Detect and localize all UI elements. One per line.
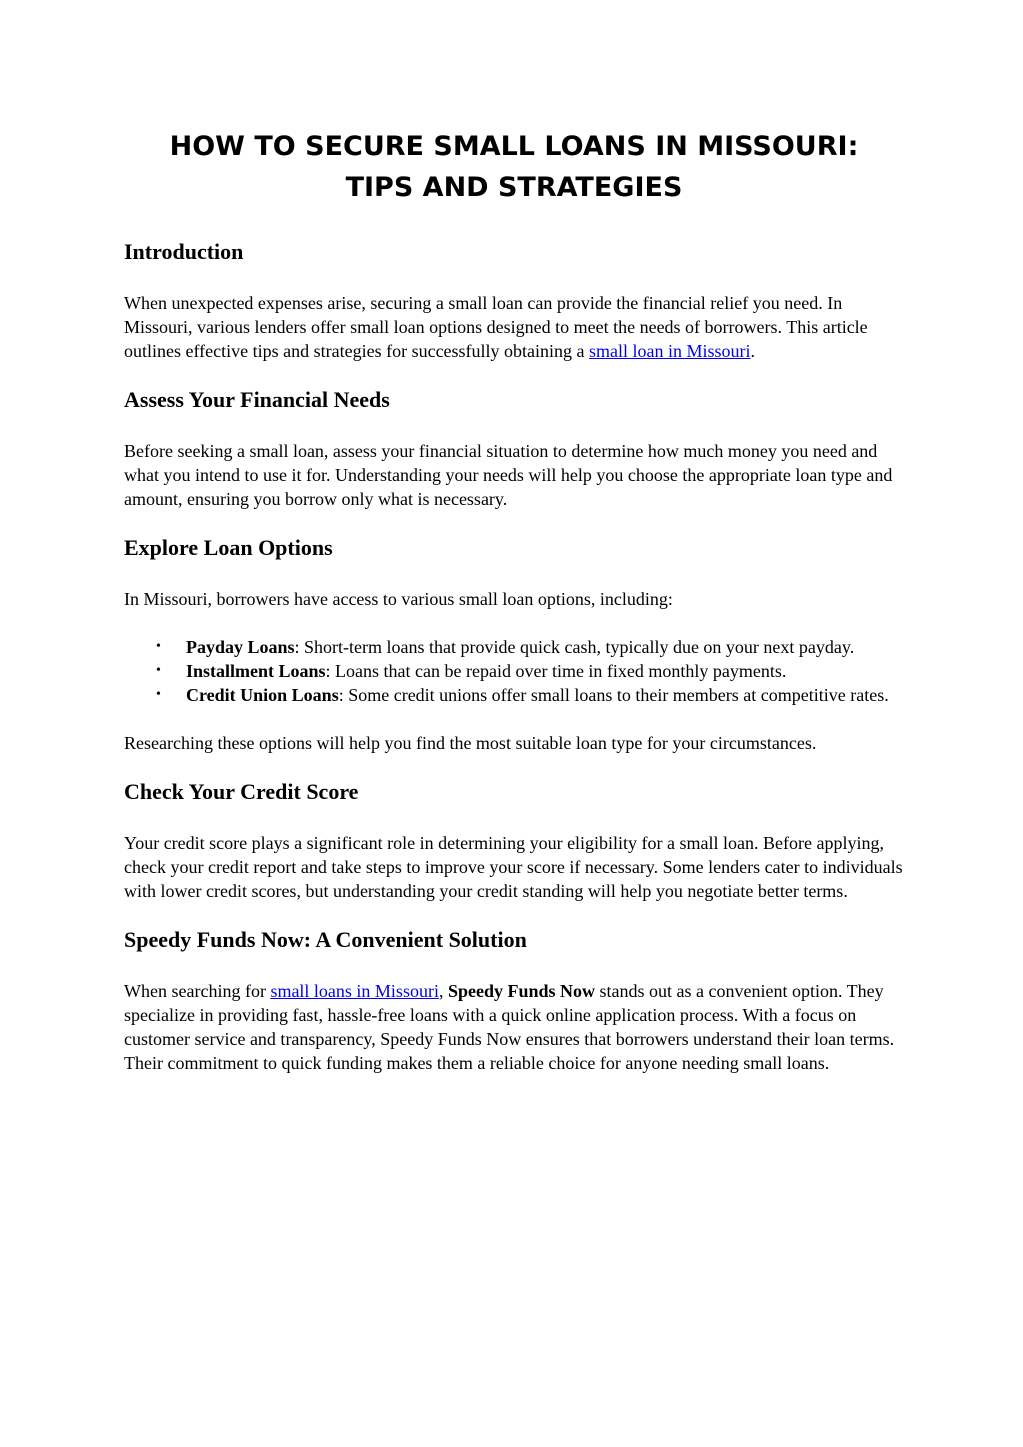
section-heading-speedy-funds: Speedy Funds Now: A Convenient Solution xyxy=(124,927,527,952)
list-item-credit-union-loans xyxy=(156,683,904,707)
bullet-icon: • xyxy=(156,639,161,654)
list-item-term: Installment Loans xyxy=(186,661,326,681)
loan-options-list xyxy=(124,635,904,707)
bullet-icon: • xyxy=(156,663,161,678)
list-item-installment-loans xyxy=(156,659,904,683)
bullet-icon: • xyxy=(156,687,161,702)
list-item-term: Payday Loans xyxy=(186,637,295,657)
list-item-payday-loans xyxy=(156,635,904,659)
page-title-line-2: TIPS AND STRATEGIES xyxy=(345,172,683,203)
speedy-funds-text-end: stands out as a convenient option. They specialize in providing fast, hassle-free loans with a quick online application process. With a focus on customer service and transparency, Speedy Funds Now ensures that borrowers understand their loan terms. Their commitment to quick funding makes them a reliable choice for anyone needing small loans. xyxy=(124,981,895,1073)
assess-needs-paragraph: Before seeking a small loan, assess your financial situation to determine how much money you need and what you intend to use it for. Understanding your needs will help you choose the appropriate loan type and amount, ensuring you borrow only what is necessary. xyxy=(124,441,893,509)
introduction-text: When unexpected expenses arise, securing a small loan can provide the financial relief you need. In Missouri, various lenders offer small loan options designed to meet the needs of borrowers. This article outlines effective tips and strategies for successfully obtaining a xyxy=(124,293,868,361)
explore-options-intro: In Missouri, borrowers have access to various small loan options, including: xyxy=(124,589,673,609)
credit-score-paragraph: Your credit score plays a significant role in determining your eligibility for a small loan. Before applying, check your credit report and take steps to improve your score if necessary. Some lenders cater to individuals with lower credit scores, but understanding your credit standing will help you negotiate better terms. xyxy=(124,833,903,901)
list-item-description: : Loans that can be repaid over time in fixed monthly payments. xyxy=(325,661,787,681)
small-loan-missouri-link[interactable]: small loan in Missouri xyxy=(589,341,751,361)
list-item-description: : Some credit unions offer small loans to their members at competitive rates. xyxy=(338,685,889,705)
list-item-term: Credit Union Loans xyxy=(186,685,339,705)
speedy-funds-brand: Speedy Funds Now xyxy=(447,981,595,1001)
introduction-paragraph xyxy=(124,291,904,363)
introduction-text-end: . xyxy=(750,341,756,361)
speedy-funds-paragraph xyxy=(124,979,904,1075)
small-loans-missouri-link[interactable]: small loans in Missouri xyxy=(270,981,439,1001)
section-heading-assess-needs: Assess Your Financial Needs xyxy=(124,387,390,412)
speedy-funds-comma: , xyxy=(438,981,448,1001)
list-item-description: : Short-term loans that provide quick cash, typically due on your next payday. xyxy=(294,637,855,657)
page-title-line-1: HOW TO SECURE SMALL LOANS IN MISSOURI: xyxy=(169,131,859,162)
page-title xyxy=(124,126,904,208)
section-heading-introduction: Introduction xyxy=(124,239,244,264)
section-heading-credit-score: Check Your Credit Score xyxy=(124,779,359,804)
document-page xyxy=(124,126,904,1075)
speedy-funds-text-start: When searching for xyxy=(124,981,271,1001)
section-heading-explore-options: Explore Loan Options xyxy=(124,535,333,560)
explore-options-closing: Researching these options will help you find the most suitable loan type for your circumstances. xyxy=(124,733,817,753)
